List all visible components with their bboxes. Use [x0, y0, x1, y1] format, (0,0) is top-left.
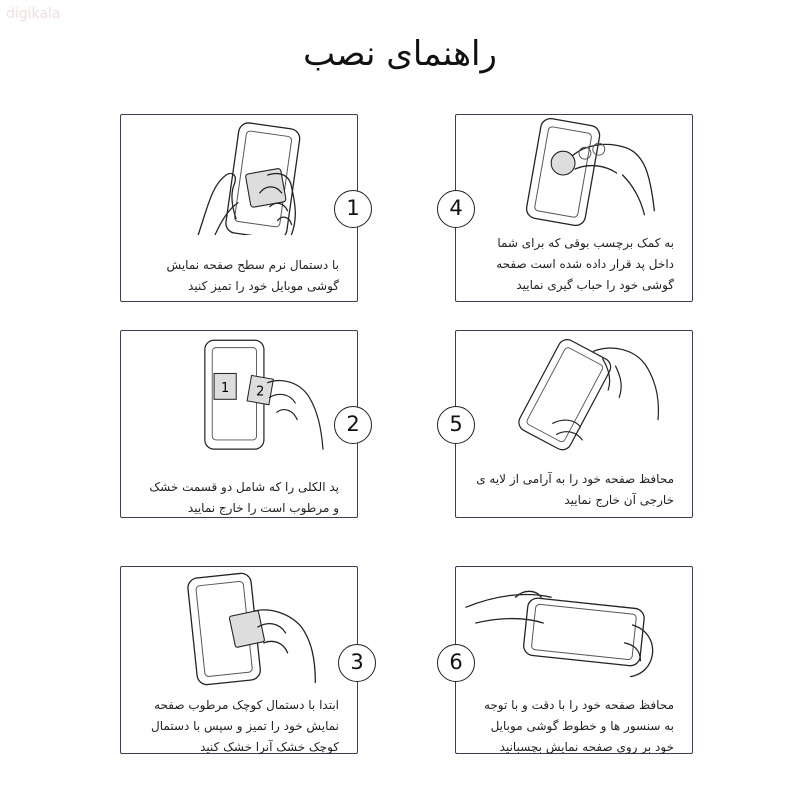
step-number-4: 4: [437, 190, 475, 228]
step-3-caption-line-2: نمایش خود را تمیز و سپس با دستمال: [151, 719, 339, 733]
step-1-caption-line-2: گوشی موبایل خود را تمیز کنید: [188, 279, 339, 293]
alcohol-pad-illustration: [121, 331, 357, 451]
step-3-caption-line-3: کوچک خشک آنرا خشک کنید: [200, 740, 339, 754]
page-title: راهنمای نصب: [303, 34, 497, 74]
step-card-3: [120, 566, 358, 754]
step-card-4: [455, 114, 693, 302]
step-2-caption-line-1: پد الکلی را که شامل دو قسمت خشک: [149, 480, 339, 494]
step-6-caption-line-1: محافظ صفحه خود را با دقت و با توجه: [483, 698, 674, 712]
step-card-6: [455, 566, 693, 754]
clean-dry-illustration: [121, 567, 357, 687]
step-4-caption-line-2: داخل پد قرار داده شده است صفحه: [496, 257, 674, 271]
step-number-1: 1: [334, 190, 372, 228]
step-5-caption-line-2: خارجی آن خارج نمایید: [564, 493, 674, 507]
phone-wipe-illustration: [121, 115, 357, 235]
step-4-caption-line-1: به کمک برچسب بوقی که برای شما: [497, 236, 674, 250]
step-2-caption-line-2: و مرطوب است را خارج نمایید: [187, 501, 339, 515]
step-card-1: [120, 114, 358, 302]
sticker-bubble-illustration: [456, 115, 692, 235]
peel-protector-illustration: [456, 331, 692, 451]
pad-label-1: 1: [221, 380, 230, 396]
step-5-caption-line-1: محافظ صفحه خود را به آرامی از لایه ی: [476, 472, 674, 486]
step-card-5: [455, 330, 693, 518]
apply-protector-illustration: [456, 567, 692, 687]
step-3-caption-line-1: ابتدا با دستمال کوچک مرطوب صفحه: [154, 698, 339, 712]
step-4-caption-line-3: گوشی خود را حباب گیری نمایید: [516, 278, 674, 292]
step-6-caption-line-3: خود بر روی صفحه نمایش بچسبانید: [499, 740, 674, 754]
step-6-caption-line-2: به سنسور ها و خطوط گوشی موبایل: [490, 719, 674, 733]
step-1-caption-line-1: با دستمال نرم سطح صفحه نمایش: [166, 258, 339, 272]
step-number-6: 6: [437, 644, 475, 682]
pad-label-2: 2: [256, 384, 265, 400]
watermark-logo: digikala: [6, 6, 61, 22]
step-card-2: [120, 330, 358, 518]
step-number-2: 2: [334, 406, 372, 444]
step-number-3: 3: [338, 644, 376, 682]
step-number-5: 5: [437, 406, 475, 444]
